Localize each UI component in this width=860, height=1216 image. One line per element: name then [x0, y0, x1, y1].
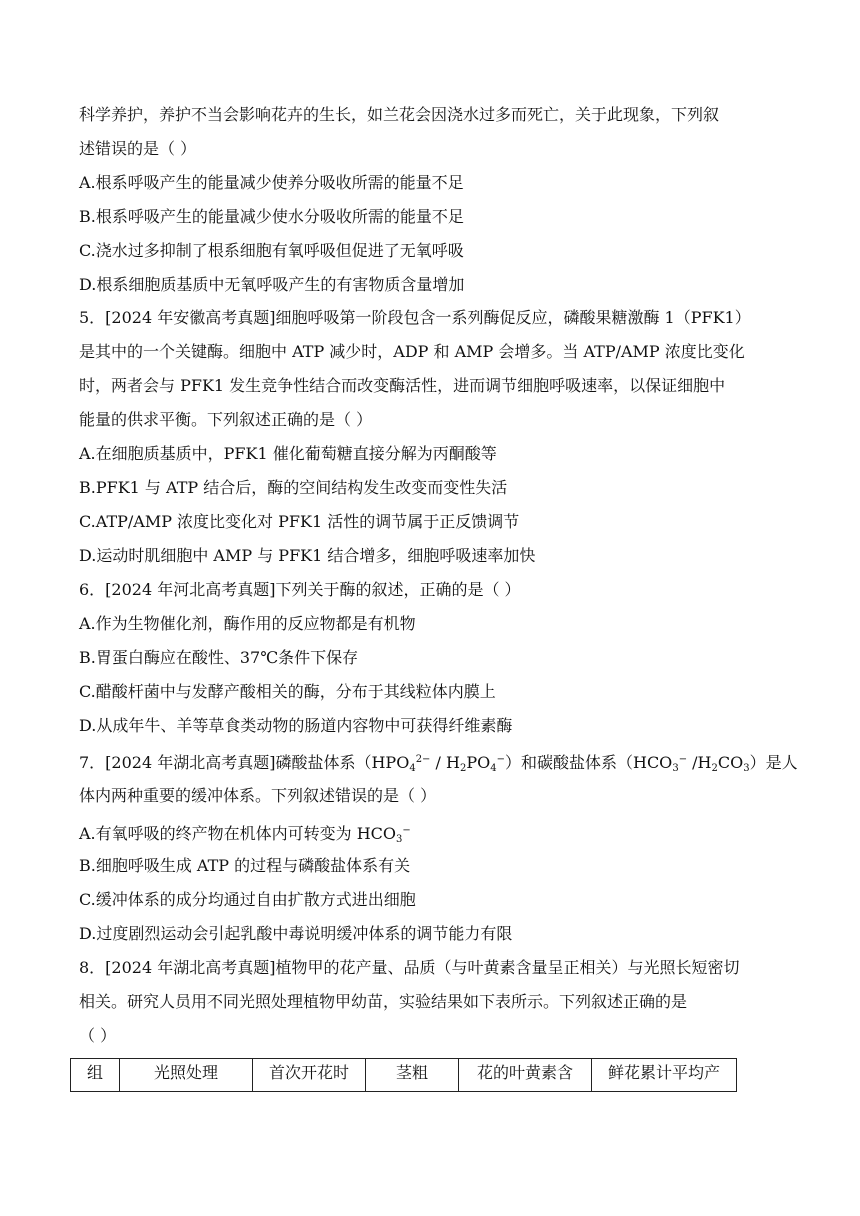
q5-option-d: D.运动时肌细胞中 AMP 与 PFK1 结合增多，细胞呼吸速率加快 — [79, 546, 536, 565]
q7-option-c: C.缓冲体系的成分均通过自由扩散方式进出细胞 — [79, 890, 416, 909]
q5-stem-line-1: 5．[2024 年安徽高考真题]细胞呼吸第一阶段包含一系列酶促反应，磷酸果糖激酶 1（PFK1） — [79, 308, 751, 327]
table-header-cell: 组 — [71, 1059, 120, 1092]
q8-results-table — [70, 1058, 737, 1092]
q4-option-b: B.根系呼吸产生的能量减少使水分吸收所需的能量不足 — [79, 207, 464, 226]
table-header-cell: 首次开花时 — [253, 1059, 366, 1092]
table-header-cell: 光照处理 — [120, 1059, 253, 1092]
q7-stem-line-1: 7．[2024 年湖北高考真题]磷酸盐体系$(HPO_4^{2-} / H_2PO_4^-)$和碳酸盐体系（$HCO_3^-$ $/H_2CO_3$）是人 — [79, 753, 798, 774]
table-header-row — [71, 1059, 737, 1092]
q8-stem-line-2: 相关。研究人员用不同光照处理植物甲幼苗，实验结果如下表所示。下列叙述正确的是 — [79, 992, 688, 1011]
q5-stem-line-3: 时，两者会与 PFK1 发生竞争性结合而改变酶活性，进而调节细胞呼吸速率，以保证细胞中 — [79, 376, 726, 395]
q5-stem-line-2: 是其中的一个关键酶。细胞中 ATP 减少时，ADP 和 AMP 会增多。当 ATP/AMP 浓度比变化 — [79, 342, 745, 361]
q6-option-c: C.醋酸杆菌中与发酵产酸相关的酶，分布于其线粒体内膜上 — [79, 682, 496, 701]
q5-option-b: B.PFK1 与 ATP 结合后，酶的空间结构发生改变而变性失活 — [79, 478, 508, 497]
q6-option-b: B.胃蛋白酶应在酸性、37℃条件下保存 — [79, 648, 359, 667]
table-header-cell: 花的叶黄素含 — [459, 1059, 592, 1092]
q4-stem-line-2: 述错误的是（ ） — [79, 139, 197, 158]
q4-option-c: C.浇水过多抑制了根系细胞有氧呼吸但促进了无氧呼吸 — [79, 241, 464, 260]
q4-stem-line-1: 科学养护，养护不当会影响花卉的生长，如兰花会因浇水过多而死亡，关于此现象，下列叙 — [79, 105, 720, 124]
q6-stem: 6．[2024 年河北高考真题]下列关于酶的叙述，正确的是（ ） — [79, 580, 521, 599]
table-header-cell: 鲜花累计平均产 — [592, 1059, 737, 1092]
q4-option-d: D.根系细胞质基质中无氧呼吸产生的有害物质含量增加 — [79, 275, 465, 294]
q4-option-a: A.根系呼吸产生的能量减少使养分吸收所需的能量不足 — [79, 173, 464, 192]
q7-option-a: A.有氧呼吸的终产物在机体内可转变为 $HCO_3^-$ — [79, 824, 411, 845]
q8-stem-line-3: （ ） — [79, 1026, 117, 1045]
q7-option-d: D.过度剧烈运动会引起乳酸中毒说明缓冲体系的调节能力有限 — [79, 924, 513, 943]
q5-option-a: A.在细胞质基质中，PFK1 催化葡萄糖直接分解为丙酮酸等 — [79, 444, 497, 463]
q6-option-a: A.作为生物催化剂，酶作用的反应物都是有机物 — [79, 614, 416, 633]
q7-option-b: B.细胞呼吸生成 ATP 的过程与磷酸盐体系有关 — [79, 856, 411, 875]
q6-option-d: D.从成年牛、羊等草食类动物的肠道内容物中可获得纤维素酶 — [79, 716, 513, 735]
q7-stem-line-2: 体内两种重要的缓冲体系。下列叙述错误的是（ ） — [79, 786, 437, 805]
q5-option-c: C.ATP/AMP 浓度比变化对 PFK1 活性的调节属于正反馈调节 — [79, 512, 520, 531]
table-header-cell: 茎粗 — [366, 1059, 459, 1092]
q5-stem-line-4: 能量的供求平衡。下列叙述正确的是（ ） — [79, 410, 373, 429]
q8-stem-line-1: 8．[2024 年湖北高考真题]植物甲的花产量、品质（与叶黄素含量呈正相关）与光照长短密切 — [79, 958, 740, 977]
